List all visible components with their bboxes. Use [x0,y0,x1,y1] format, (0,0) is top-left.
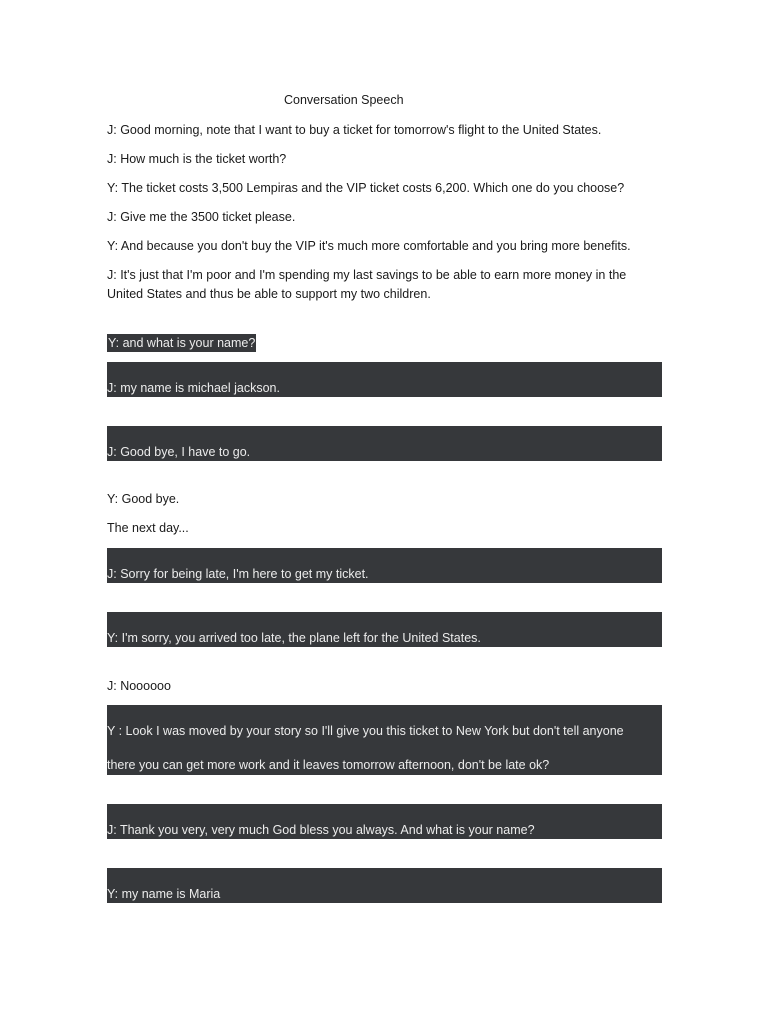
dialogue-line: The next day... [107,521,189,535]
document-title: Conversation Speech [284,93,404,107]
highlight-bar [107,612,662,647]
highlight-bar [107,868,662,903]
highlight-bar [107,548,662,583]
highlight-bar-text: J: my name is michael jackson. [107,381,280,395]
dialogue-line: J: Good morning, note that I want to buy a ticket for tomorrow's flight to the United States. [107,123,602,137]
dialogue-line: J: It's just that I'm poor and I'm spending my last savings to be able to earn more money in the United States and thus be able to support my two children. [107,268,627,301]
highlight-bar [107,705,662,775]
highlight-bar-text: Y: my name is Maria [107,887,221,901]
highlight-bar-text: J: Thank you very, very much God bless you always. And what is your name? [107,823,535,837]
highlight-bar-text: J: Sorry for being late, I'm here to get my ticket. [107,567,369,581]
highlight-bar-text: Y: I'm sorry, you arrived too late, the plane left for the United States. [107,631,481,645]
highlight-bar [107,426,662,461]
dialogue-line: Y: And because you don't buy the VIP it's much more comfortable and you bring more benefits. [107,239,631,253]
dialogue-line: Y: Good bye. [107,492,180,506]
highlight-bar-text: Y : Look I was moved by your story so I'll give you this ticket to New York but don't tell anyone [107,724,624,738]
dialogue-line: Y: The ticket costs 3,500 Lempiras and the VIP ticket costs 6,200. Which one do you choose? [107,181,625,195]
highlight-bar-text: there you can get more work and it leaves tomorrow afternoon, don't be late ok? [107,758,550,772]
highlighted-line: Y: and what is your name? [108,336,256,350]
highlight-bar [107,362,662,397]
highlight-bar [107,804,662,839]
highlight-bar-text: J: Good bye, I have to go. [107,445,251,459]
dialogue-line: J: Noooooo [107,679,171,693]
dialogue-line: J: Give me the 3500 ticket please. [107,210,296,224]
dialogue-line: J: How much is the ticket worth? [107,152,287,166]
